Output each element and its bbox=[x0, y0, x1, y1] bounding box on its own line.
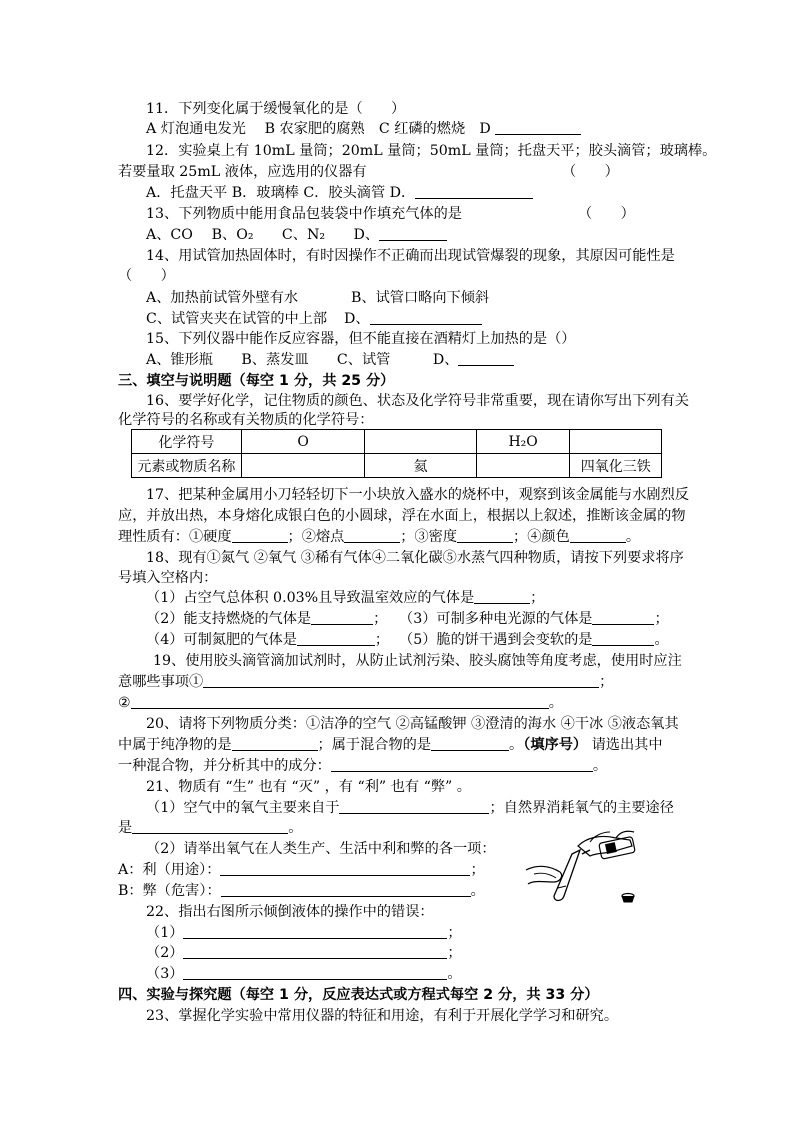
q21-s1: （1）空气中的氧气主要来自于 ；自然界消耗氧气的主要途径 bbox=[146, 800, 674, 816]
q18-s2: （2）能支持燃烧的气体是 ； bbox=[146, 611, 388, 627]
q18-s4: （4）可制氮肥的气体是 ； bbox=[146, 632, 390, 648]
q15-stem: 15、下列仪器中能作反应容器，但不能直接在酒精灯上加热的是（） bbox=[146, 331, 576, 347]
q14-opt-b: B、试管口略向下倾斜 bbox=[351, 290, 490, 306]
q22-i3: （3） 。 bbox=[146, 966, 462, 982]
q21-stem: 21、物质有 “生” 也有 “灭” ，有 “利” 也有 “弊” 。 bbox=[146, 779, 471, 795]
answer-blank[interactable] bbox=[221, 882, 471, 897]
table-cell: 化学符号 bbox=[132, 430, 242, 454]
q11-stem: 11．下列变化属于缓慢氧化的是（ ） bbox=[146, 101, 406, 117]
q22-i1: （1） ； bbox=[146, 925, 462, 941]
answer-blank[interactable] bbox=[344, 528, 400, 543]
q16-line1: 16、要学好化学，记住物质的颜色、状态及化学符号非常重要，现在请你写出下列有关 bbox=[146, 393, 689, 409]
q14-opt-d: D、 bbox=[344, 309, 482, 329]
q18-s5: （5）脆的饼干遇到会变软的是 。 bbox=[399, 632, 669, 648]
answer-blank[interactable] bbox=[570, 528, 626, 543]
q22-i2: （2） ； bbox=[146, 945, 462, 961]
answer-blank[interactable] bbox=[183, 944, 447, 959]
answer-blank[interactable] bbox=[131, 694, 549, 709]
table-cell: 元素或物质名称 bbox=[132, 454, 242, 478]
answer-blank[interactable] bbox=[183, 965, 447, 980]
answer-blank[interactable] bbox=[311, 610, 373, 625]
q23-stem: 23、掌握化学实验中常用仪器的特征和用途，有利于开展化学学习和研究。 bbox=[146, 1008, 619, 1024]
q13-stem: 13、下列物质中能用食品包装袋中作填充气体的是 bbox=[146, 206, 462, 222]
q19-line1: 19、使用胶头滴管滴加试剂时，从防止试剂污染、胶头腐蚀等角度考虑，使用时应注 bbox=[153, 653, 682, 669]
q13-options: A、CO B、O₂ C、N₂ D、 bbox=[146, 225, 447, 245]
answer-blank[interactable] bbox=[232, 528, 288, 543]
q21-s2: （2）请举出氧气在人类生产、生活中利和弊的各一项： bbox=[146, 841, 496, 857]
q17-line2: 应，并放出热，本身熔化成银白色的小圆球，浮在水面上，根据以上叙述，推断该金属的物 bbox=[118, 508, 686, 524]
q17-line3: 理性质有：①硬度 ；②熔点 ；③密度 ；④颜色 。 bbox=[118, 529, 641, 545]
q21-b: B：弊（危害）： 。 bbox=[118, 883, 485, 899]
answer-blank[interactable] bbox=[339, 799, 489, 814]
table-cell: 四氧化三铁 bbox=[570, 454, 662, 478]
q15-options: A、锥形瓶 B、蒸发皿 C、试管 D、 bbox=[146, 350, 514, 370]
q13-paren: （ ） bbox=[578, 206, 635, 222]
table-row bbox=[132, 430, 662, 454]
answer-blank[interactable] bbox=[183, 924, 447, 939]
q18-s1: （1）占空气总体积 0.03%且导致温室效应的气体是 ； bbox=[146, 590, 545, 606]
answer-blank[interactable] bbox=[474, 589, 530, 604]
q17-line1: 17、把某种金属用小刀轻轻切下一小块放入盛水的烧杯中，观察到该金属能与水剧烈反 bbox=[146, 487, 689, 503]
answer-blank[interactable] bbox=[132, 819, 288, 834]
answer-blank[interactable] bbox=[370, 310, 482, 325]
table-cell[interactable] bbox=[570, 430, 662, 454]
q19-line2: 意哪些事项① ； bbox=[118, 674, 614, 690]
q20-line3: 一种混合物，并分析其中的成分： 。 bbox=[118, 758, 608, 774]
q21-s1c: 是 。 bbox=[118, 820, 303, 836]
table-cell: 氦 bbox=[365, 454, 477, 478]
q12-options: A．托盘天平 B．玻璃棒 C．胶头滴管 D． bbox=[146, 183, 533, 203]
table-cell: O bbox=[241, 430, 364, 454]
q12-paren: （ ） bbox=[562, 164, 619, 180]
q14-line2: （ ） bbox=[118, 268, 175, 284]
answer-blank[interactable] bbox=[458, 351, 514, 366]
q19-line3: ② 。 bbox=[118, 695, 563, 711]
q16-line2: 化学符号的名称或有关物质的化学符号： bbox=[118, 412, 374, 428]
answer-blank[interactable] bbox=[232, 736, 318, 751]
answer-blank[interactable] bbox=[495, 120, 581, 135]
q14-opt-a: A、加热前试管外壁有水 bbox=[146, 290, 299, 306]
pouring-liquid-illustration bbox=[520, 820, 640, 912]
section-4-title: 四、实验与探究题（每空 1 分，反应表达式或方程式每空 2 分，共 33 分） bbox=[118, 987, 599, 1003]
answer-blank[interactable] bbox=[431, 736, 509, 751]
q20-line1: 20、请将下列物质分类：①洁净的空气 ②高锰酸钾 ③澄清的海水 ④干冰 ⑤液态氧其 bbox=[146, 716, 679, 732]
table-cell: H₂O bbox=[476, 430, 570, 454]
answer-blank[interactable] bbox=[297, 631, 375, 646]
answer-blank[interactable] bbox=[331, 757, 593, 772]
q11-options: A 灯泡通电发光 B 农家肥的腐熟 C 红磷的燃烧 D bbox=[146, 119, 581, 139]
q20-line2: 中属于纯净物的是 ；属于混合物的是 。（填序号） 请选出其中 bbox=[118, 737, 663, 753]
q18-s3: （3）可制多种电光源的气体是 ； bbox=[399, 611, 669, 627]
table-cell[interactable] bbox=[241, 454, 364, 478]
table-cell[interactable] bbox=[365, 430, 477, 454]
q18-line2: 号填入空格内： bbox=[118, 570, 218, 586]
answer-blank[interactable] bbox=[220, 861, 470, 876]
q14-line1: 14、用试管加热固体时，有时因操作不正确而出现试管爆裂的现象，其原因可能性是 bbox=[146, 248, 675, 264]
q14-opt-c: C、试管夹夹在试管的中上部 bbox=[146, 311, 328, 327]
q12-line1: 12．实验桌上有 10mL 量筒；20mL 量筒；50mL 量筒；托盘天平；胶头滴管；玻璃棒。 bbox=[146, 143, 717, 159]
answer-blank[interactable] bbox=[457, 528, 513, 543]
q18-line1: 18、现有①氮气 ②氧气 ③稀有气体④二氧化碳⑤水蒸气四种物质，请按下列要求将序 bbox=[146, 550, 684, 566]
answer-blank[interactable] bbox=[592, 610, 654, 625]
symbol-table bbox=[131, 429, 662, 478]
answer-blank[interactable] bbox=[379, 226, 447, 241]
table-cell[interactable] bbox=[476, 454, 570, 478]
answer-blank[interactable] bbox=[203, 673, 599, 688]
table-row bbox=[132, 454, 662, 478]
section-3-title: 三、填空与说明题（每空 1 分，共 25 分） bbox=[118, 373, 395, 389]
q21-a: A：利（用途）： ； bbox=[118, 862, 485, 878]
q12-line2: 若要量取 25mL 液体，应选用的仪器有 bbox=[118, 164, 367, 180]
answer-blank[interactable] bbox=[592, 631, 654, 646]
answer-blank[interactable] bbox=[415, 184, 533, 199]
q22-stem: 22、指出右图所示倾倒液体的操作中的错误： bbox=[146, 904, 434, 920]
